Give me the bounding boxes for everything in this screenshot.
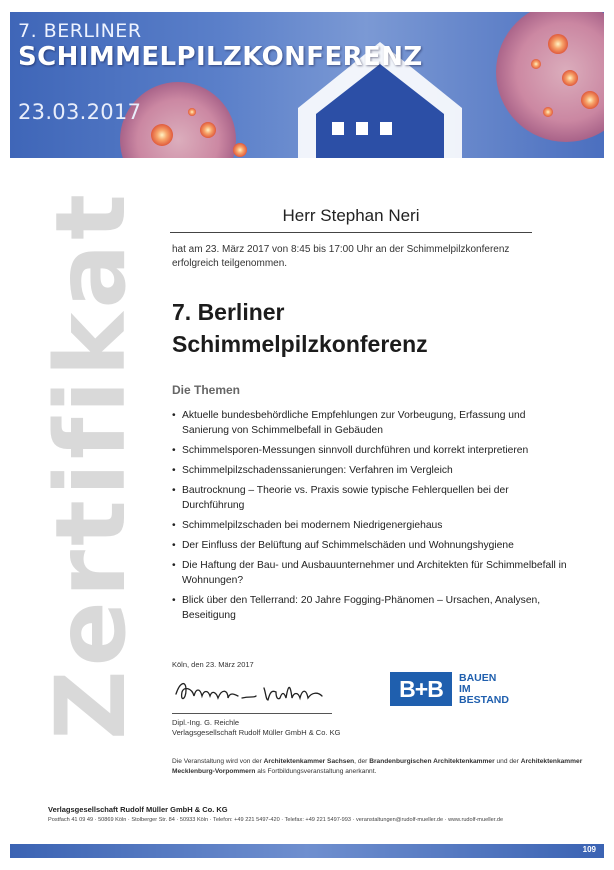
note-chamber: Architektenkammer Mecklenburg-Vorpommern — [172, 758, 583, 775]
footer-company: Verlagsgesellschaft Rudolf Müller GmbH & Co. KG — [48, 805, 228, 814]
logo-wordmark — [459, 673, 509, 706]
header-banner — [10, 12, 604, 158]
attendance-statement: hat am 23. März 2017 von 8:45 bis 17:00 Uhr an der Schimmelpilzkonferenz erfolgreich teilgenommen. — [172, 244, 510, 269]
handwritten-signature — [172, 668, 342, 714]
recipient-name: Herr Stephan Neri — [282, 206, 420, 225]
signer-company: Verlagsgesellschaft Rudolf Müller GmbH & Co. KG — [172, 728, 341, 737]
logo-line: BESTAND — [459, 693, 509, 706]
note-text: und der — [494, 758, 521, 765]
footer-address: Postfach 41 09 49 · 50869 Köln · Stolberger Str. 84 · 50933 Köln · Telefon: +49 221 5497-420 · Telefax: +49 221 5497-993 · veranstaltungen@rudolf-mueller.de · www.rudolf-mueller.de — [48, 817, 504, 823]
list-item: • Schimmelpilzschadenssanierungen: Verfahren im Vergleich — [172, 463, 572, 478]
conference-title-line: 7. Berliner — [172, 299, 285, 325]
topics-list — [172, 408, 572, 628]
signer-name: Dipl.-Ing. G. Reichle — [172, 718, 240, 727]
certificate-watermark: Zertifikat — [35, 189, 147, 740]
conference-title — [172, 296, 428, 360]
list-item: • Der Einfluss der Belüftung auf Schimmelschäden und Wohnungshygiene — [172, 538, 572, 553]
recipient-underline — [170, 232, 532, 233]
list-item: • Schimmelsporen-Messungen sinnvoll durchführen und korrekt interpretieren — [172, 443, 572, 458]
list-item: • Aktuelle bundesbehördliche Empfehlungen zur Vorbeugung, Erfassung und Sanierung von Schimmelbefall in Gebäuden — [172, 408, 572, 438]
petri-dish-right — [496, 12, 604, 142]
accreditation-note — [172, 757, 592, 776]
list-item: • Bautrocknung – Theorie vs. Praxis sowie typische Fehlerquellen bei der Durchführung — [172, 483, 572, 513]
note-text: als Fortbildungsveranstaltung anerkannt. — [255, 767, 377, 775]
list-item: • Schimmelpilzschaden bei modernem Niedrigenergiehaus — [172, 518, 572, 533]
banner-edition: 7. BERLINER — [18, 20, 142, 42]
banner-title: SCHIMMELPILZKONFERENZ — [18, 42, 423, 72]
conference-title-line: Schimmelpilzkonferenz — [172, 331, 428, 357]
signer-block — [172, 718, 340, 738]
note-text: Die Veranstaltung wird von der — [172, 758, 264, 765]
footer-bar — [10, 844, 604, 858]
list-item: • Die Haftung der Bau- und Ausbauunternehmer und Architekten für Schimmelbefall in Wohnungen? — [172, 558, 572, 588]
list-item: • Blick über den Tellerrand: 20 Jahre Fogging-Phänomen – Ursachen, Analysen, Beseitigung — [172, 593, 572, 623]
bauen-im-bestand-logo — [390, 672, 509, 706]
page-number: 109 — [582, 845, 596, 854]
note-chamber: Brandenburgischen Architektenkammer — [369, 758, 495, 765]
logo-mark: B+B — [390, 672, 452, 706]
signature-line — [172, 713, 332, 714]
note-chamber: Architektenkammer Sachsen — [263, 758, 355, 765]
topics-heading: Die Themen — [172, 383, 241, 397]
logo-line: IM — [459, 682, 471, 695]
note-text: , der — [354, 758, 370, 765]
logo-line: BAUEN — [459, 671, 497, 684]
banner-date: 23.03.2017 — [18, 100, 142, 124]
place-date: Köln, den 23. März 2017 — [172, 660, 254, 669]
